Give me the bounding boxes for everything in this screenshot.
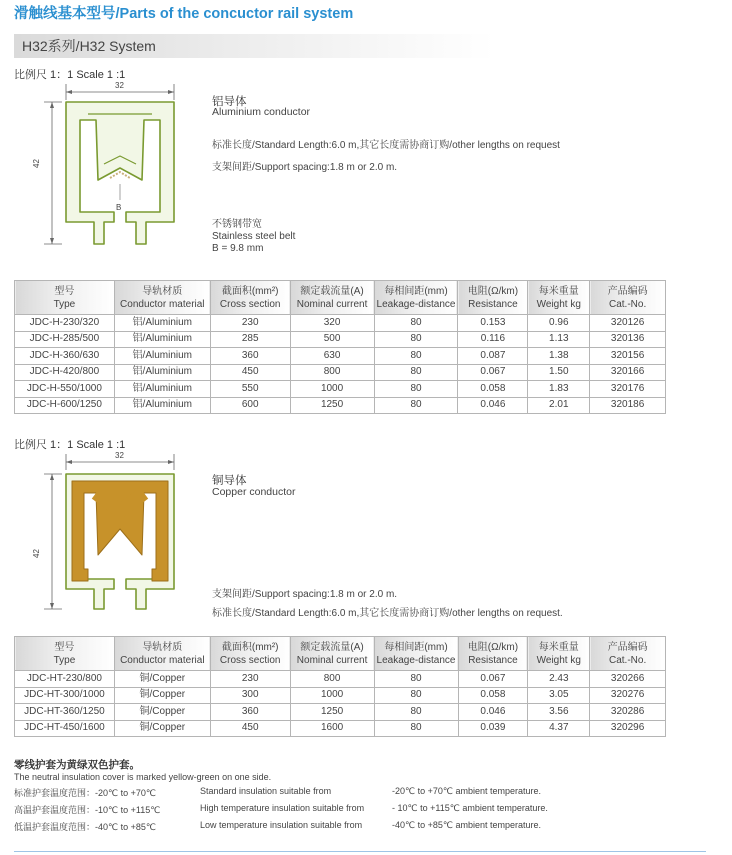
header-material: 导轨材质 Conductor material — [114, 637, 210, 671]
table-cell: 320186 — [590, 397, 666, 414]
table-cell: JDC-H-600/1250 — [15, 397, 115, 414]
header-cat-no: 产品编码 Cat.-No. — [590, 281, 666, 315]
table-row — [15, 331, 666, 348]
belt-marker: B — [116, 203, 122, 212]
table-header-row — [15, 637, 666, 671]
table-cell: 320176 — [590, 381, 666, 398]
table-cell: JDC-H-360/630 — [15, 348, 115, 365]
standard-insulation-cn: 标准护套温度范围：-20℃ to +70℃ — [14, 788, 156, 798]
table-cell: 铜/Copper — [114, 687, 210, 704]
table-cell: 铜/Copper — [114, 720, 210, 737]
header-resistance: 电阻(Ω/km) Resistance — [458, 637, 528, 671]
table-cell: JDC-H-550/1000 — [15, 381, 115, 398]
table-cell: 铝/Aluminium — [114, 315, 210, 332]
table-cell: 1250 — [290, 704, 374, 721]
table-row — [15, 364, 666, 381]
table-cell: 320 — [290, 315, 374, 332]
table-row — [15, 671, 666, 688]
series-title: H32系列/H32 System — [22, 38, 156, 54]
table-cell: 300 — [210, 687, 290, 704]
header-cross-section: 截面积(mm²) Cross section — [210, 281, 290, 315]
table-cell: 320166 — [590, 364, 666, 381]
table-cell: 320286 — [590, 704, 666, 721]
neutral-cover-title: 零线护套为黄绿双色护套。 — [14, 759, 140, 771]
copper-spacing-note: 支架间距/Support spacing:1.8 m or 2.0 m. — [212, 589, 398, 600]
belt-info — [212, 219, 295, 255]
belt-label-en: Stainless steel belt — [212, 231, 296, 242]
table-cell: 铝/Aluminium — [114, 381, 210, 398]
table-cell: 600 — [210, 397, 290, 414]
table-cell: 80 — [374, 381, 458, 398]
table-cell: 630 — [290, 348, 374, 365]
table-cell: 320156 — [590, 348, 666, 365]
table-cell: 1.83 — [528, 381, 590, 398]
aluminium-length-note: 标准长度/Standard Length:6.0 m,其它长度需协商订购/other lengths on request — [212, 140, 560, 151]
table-cell: 铜/Copper — [114, 704, 210, 721]
page-title: 滑触线基本型号/Parts of the concuctor rail system — [14, 6, 354, 22]
table-cell: 80 — [374, 671, 458, 688]
header-type: 型号 Type — [15, 281, 115, 315]
table-cell: 320266 — [590, 671, 666, 688]
table-cell: JDC-HT-300/1000 — [15, 687, 115, 704]
table-cell: 2.01 — [528, 397, 590, 414]
copper-title-cn: 铜导体 — [212, 475, 247, 487]
header-leakage: 每相间距(mm) Leakage-distance — [374, 637, 458, 671]
table-cell: 80 — [374, 687, 458, 704]
table-row — [15, 687, 666, 704]
header-material: 导轨材质 Conductor material — [114, 281, 210, 315]
table-cell: 0.046 — [458, 397, 528, 414]
table-cell: 320276 — [590, 687, 666, 704]
header-leakage: 每相间距(mm) Leakage-distance — [374, 281, 458, 315]
table-cell: JDC-HT-230/800 — [15, 671, 115, 688]
table-cell: 450 — [210, 364, 290, 381]
standard-insulation-range: -20℃ to +70℃ ambient temperature. — [392, 786, 542, 796]
table-cell: 1.13 — [528, 331, 590, 348]
table-cell: 0.96 — [528, 315, 590, 332]
header-weight: 每米重量 Weight kg — [528, 281, 590, 315]
table-header-row — [15, 281, 666, 315]
table-cell: 0.116 — [458, 331, 528, 348]
aluminium-profile-drawing — [30, 80, 180, 260]
aluminium-height-dimension: 42 — [32, 159, 41, 168]
aluminium-title-cn: 铝导体 — [212, 96, 247, 108]
table-cell: 450 — [210, 720, 290, 737]
table-cell: 0.058 — [458, 381, 528, 398]
table-cell: 0.039 — [458, 720, 528, 737]
table-row — [15, 397, 666, 414]
copper-profile-drawing — [30, 451, 180, 621]
table-cell: 285 — [210, 331, 290, 348]
table-cell: JDC-H-420/800 — [15, 364, 115, 381]
table-cell: 80 — [374, 348, 458, 365]
table-cell: 320296 — [590, 720, 666, 737]
table-cell: 230 — [210, 671, 290, 688]
table-cell: 80 — [374, 315, 458, 332]
low-temp-insulation-cn: 低温护套温度范围：-40℃ to +85℃ — [14, 822, 156, 832]
table-cell: 铝/Aluminium — [114, 331, 210, 348]
table-cell: JDC-HT-450/1600 — [15, 720, 115, 737]
table-cell: 铝/Aluminium — [114, 397, 210, 414]
header-cross-section: 截面积(mm²) Cross section — [210, 637, 290, 671]
aluminium-title-en: Aluminium conductor — [212, 106, 311, 118]
table-cell: 80 — [374, 704, 458, 721]
standard-insulation-en: Standard insulation suitable from — [200, 786, 332, 796]
aluminium-width-dimension: 32 — [115, 81, 124, 90]
table-row — [15, 381, 666, 398]
table-cell: 铜/Copper — [114, 671, 210, 688]
header-resistance: 电阻(Ω/km) Resistance — [458, 281, 528, 315]
table-cell: 0.087 — [458, 348, 528, 365]
belt-value: B = 9.8 mm — [212, 243, 264, 254]
table-cell: 铝/Aluminium — [114, 348, 210, 365]
high-temp-insulation-range: - 10℃ to +115℃ ambient temperature. — [392, 803, 548, 813]
table-cell: 500 — [290, 331, 374, 348]
table-cell: 800 — [290, 364, 374, 381]
table-row — [15, 315, 666, 332]
header-weight: 每米重量 Weight kg — [528, 637, 590, 671]
table-cell: 0.153 — [458, 315, 528, 332]
belt-label-cn: 不锈钢带宽 — [212, 219, 262, 230]
table-cell: 铝/Aluminium — [114, 364, 210, 381]
table-cell: 3.56 — [528, 704, 590, 721]
aluminium-scale-label: 比例尺 1：1 Scale 1 :1 — [14, 69, 126, 81]
table-cell: 80 — [374, 331, 458, 348]
table-cell: 4.37 — [528, 720, 590, 737]
table-cell: 800 — [290, 671, 374, 688]
header-current: 额定载流量(A) Nominal current — [290, 281, 374, 315]
aluminium-spacing-note: 支架间距/Support spacing:1.8 m or 2.0 m. — [212, 162, 398, 173]
copper-scale-label: 比例尺 1：1 Scale 1 :1 — [14, 439, 126, 451]
table-cell: 0.067 — [458, 671, 528, 688]
table-cell: 1600 — [290, 720, 374, 737]
copper-spec-table — [14, 636, 666, 737]
copper-title-en: Copper conductor — [212, 486, 296, 498]
header-cat-no: 产品编码 Cat.-No. — [590, 637, 666, 671]
high-temp-insulation-en: High temperature insulation suitable from — [200, 803, 365, 813]
table-cell: 230 — [210, 315, 290, 332]
table-cell: 1.50 — [528, 364, 590, 381]
table-cell: 80 — [374, 397, 458, 414]
table-cell: 0.067 — [458, 364, 528, 381]
table-cell: 80 — [374, 720, 458, 737]
footer-divider — [14, 851, 706, 852]
header-type: 型号 Type — [15, 637, 115, 671]
aluminium-spec-table — [14, 280, 666, 414]
table-cell: 0.058 — [458, 687, 528, 704]
table-row — [15, 720, 666, 737]
table-cell: 1000 — [290, 381, 374, 398]
table-cell: 1250 — [290, 397, 374, 414]
table-cell: 360 — [210, 348, 290, 365]
table-row — [15, 348, 666, 365]
table-cell: JDC-H-230/320 — [15, 315, 115, 332]
low-temp-insulation-range: -40℃ to +85℃ ambient temperature. — [392, 820, 542, 830]
copper-height-dimension: 42 — [32, 549, 41, 558]
copper-length-note: 标准长度/Standard Length:6.0 m,其它长度需协商订购/other lengths on request. — [212, 608, 563, 619]
table-cell: 1000 — [290, 687, 374, 704]
neutral-cover-note: The neutral insulation cover is marked yellow-green on one side. — [14, 772, 272, 782]
high-temp-insulation-cn: 高温护套温度范围：-10℃ to +115℃ — [14, 805, 161, 815]
table-cell: 320136 — [590, 331, 666, 348]
table-cell: JDC-HT-360/1250 — [15, 704, 115, 721]
header-current: 额定载流量(A) Nominal current — [290, 637, 374, 671]
table-cell: 550 — [210, 381, 290, 398]
table-cell: 80 — [374, 364, 458, 381]
copper-width-dimension: 32 — [115, 451, 124, 460]
table-cell: 320126 — [590, 315, 666, 332]
table-cell: 0.046 — [458, 704, 528, 721]
table-row — [15, 704, 666, 721]
table-cell: 360 — [210, 704, 290, 721]
table-cell: 1.38 — [528, 348, 590, 365]
table-cell: 2.43 — [528, 671, 590, 688]
table-cell: 3.05 — [528, 687, 590, 704]
low-temp-insulation-en: Low temperature insulation suitable from — [200, 820, 363, 830]
table-cell: JDC-H-285/500 — [15, 331, 115, 348]
